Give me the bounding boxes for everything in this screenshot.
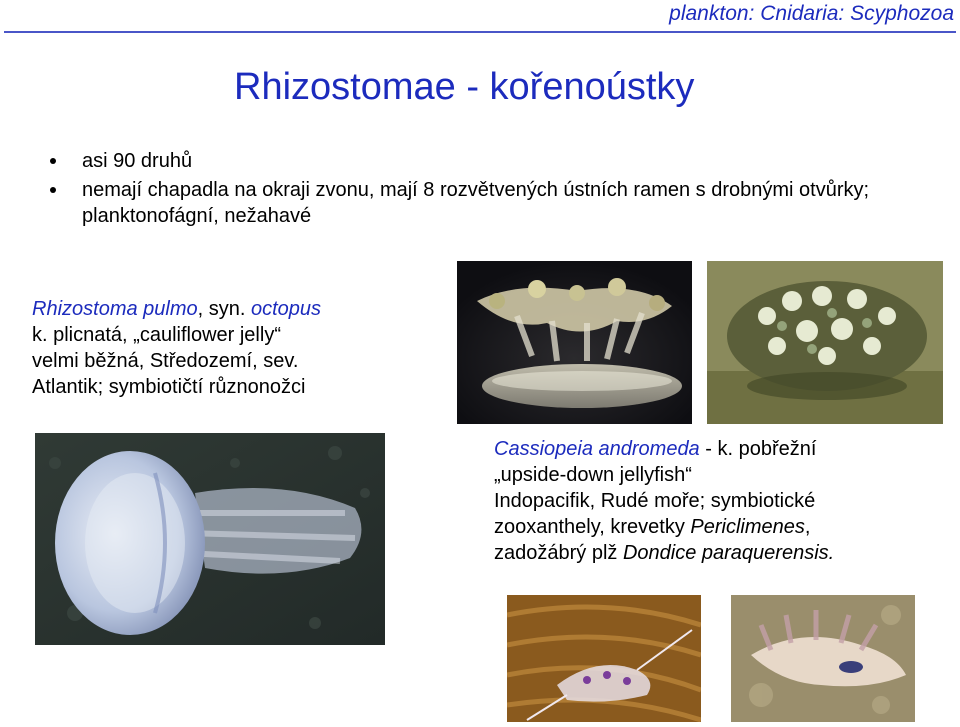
description-line: velmi běžná, Středozemí, sev.	[32, 350, 299, 372]
description-line: Atlantik; symbiotičtí různonožci	[32, 376, 306, 398]
bullet-item: nemají chapadla na okraji zvonu, mají 8 rozvětvených ústních ramen s drobnými otvůrky; planktonofágní, nežahavé	[46, 177, 902, 229]
genus-name: Periclimenes	[690, 516, 805, 538]
description-line	[494, 540, 954, 566]
synonym-prefix: , syn.	[197, 298, 251, 320]
slide-title: Rhizostomae - kořenoústky	[234, 66, 695, 108]
synonym-name: octopus	[250, 298, 322, 320]
species-name: Dondice paraquerensis.	[622, 542, 835, 564]
rhizostoma-photo	[35, 433, 385, 645]
cassiopeia-top-photo	[707, 261, 943, 424]
header-divider	[4, 31, 956, 33]
text-fragment: zadožábrý plž	[494, 542, 623, 564]
breadcrumb: plankton: Cnidaria: Scyphozoa	[669, 2, 954, 25]
description-line	[494, 514, 954, 540]
rhizostoma-description	[32, 296, 432, 400]
nudibranch-photo	[731, 595, 915, 722]
description-line: Indopacifik, Rudé moře; symbiotické	[494, 490, 816, 512]
text-fragment: zooxanthely, krevetky	[494, 516, 691, 538]
text-fragment: ,	[804, 516, 811, 538]
description-line: „upside-down jellyfish“	[494, 464, 692, 486]
species-name: Cassiopeia andromeda	[494, 438, 700, 460]
name-suffix: - k. pobřežní	[699, 438, 817, 460]
bullet-item: asi 90 druhů	[46, 148, 902, 174]
bullet-list	[46, 148, 902, 229]
rhizostoma-name-line	[32, 296, 432, 322]
cassiopeia-side-photo	[457, 261, 692, 424]
cassiopeia-description	[494, 436, 954, 566]
shrimp-photo	[507, 595, 701, 722]
description-line: k. plicnatá, „cauliflower jelly“	[32, 324, 281, 346]
species-name: Rhizostoma pulmo	[32, 298, 198, 320]
cassiopeia-name-line	[494, 436, 954, 462]
